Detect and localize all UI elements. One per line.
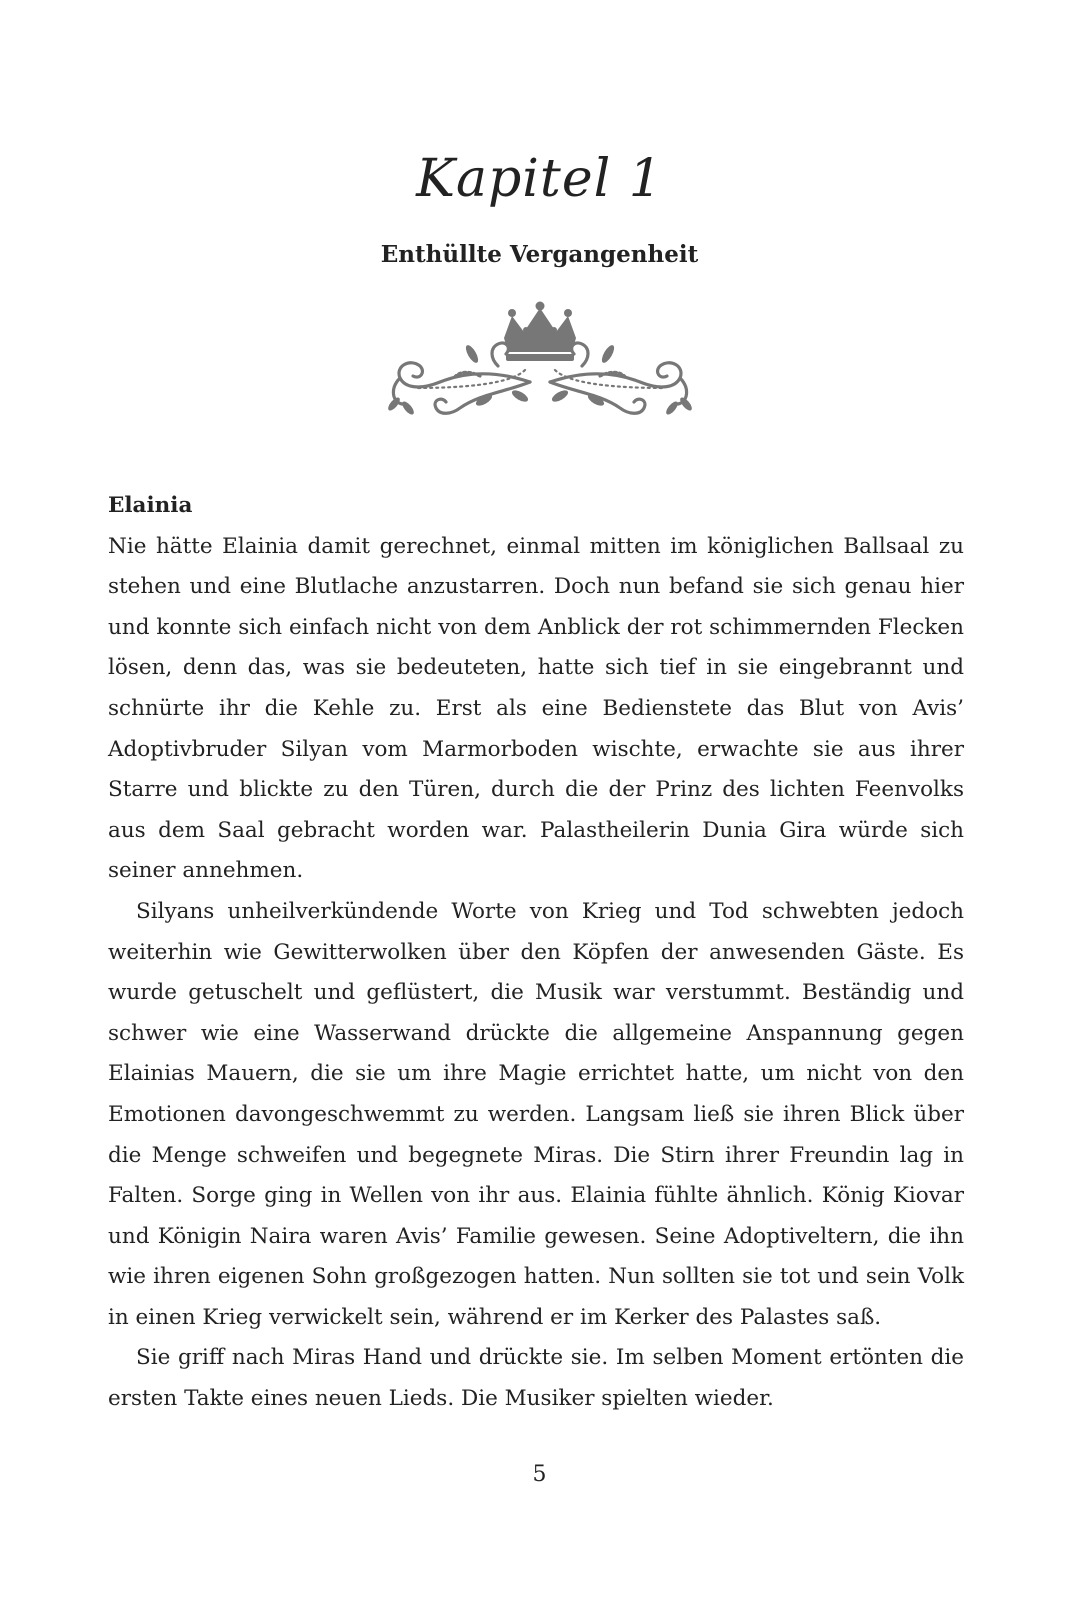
crown-flourish-icon: [380, 300, 700, 430]
chapter-title: Kapitel 1: [416, 148, 663, 209]
left-flourish-icon: [393, 343, 530, 413]
crown-icon: [504, 302, 576, 362]
paragraph: Sie griff nach Miras Hand und drückte sie. Im selben Moment ertönten die ersten Takte eines neuen Lieds. Die Musiker spielten wieder.: [108, 1345, 964, 1412]
section-heading: Elainia: [108, 493, 193, 518]
right-flourish-icon: [550, 343, 694, 416]
paragraph: Nie hätte Elainia damit gerechnet, einmal mitten im königlichen Ballsaal zu stehen und eine Blutlache anzustarren. Doch nun befand sie sich genau hier und konnte sich einfach nicht von dem Anblick der rot schimmernden Flecken lösen, denn das, was sie bedeuteten, hatte sich tief in sie eingebrannt und schnürte ihr die Kehle zu. Erst als eine Bedienstete das Blut von Avis’ Adoptivbruder Silyan vom Marmorboden wischte, erwachte sie aus ihrer Starre und blickte zu den Türen, durch die der Prinz des lichten Feenvolks aus dem Saal gebracht worden war. Palastheilerin Dunia Gira würde sich seiner annehmen.: [108, 533, 964, 884]
page-number: 5: [532, 1462, 547, 1487]
paragraph: Silyans unheilverkündende Worte von Krieg und Tod schwebten jedoch weiterhin wie Gewitterwolken über den Köpfen der anwesenden Gäste. Es wurde getuschelt und geflüstert, die Musik war verstummt. Beständig und schwer wie eine Wasserwand drückte die allgemeine Anspannung gegen Elainias Mauern, die sie um ihre Magie errichtet hatte, um nicht von den Emotionen davongeschwemmt zu werden. Langsam ließ sie ihren Blick über die Menge schweifen und begegnete Miras. Die Stirn ihrer Freundin lag in Falten. Sorge ging in Wellen von ihr aus. Elainia fühlte ähnlich. König Kiovar und Königin Naira waren Avis’ Familie gewesen. Seine Adoptiveltern, die ihn wie ihren eigenen Sohn großgezogen hatten. Nun sollten sie tot und sein Volk in einen Krieg verwickelt sein, während er im Kerker des Palastes saß.: [108, 898, 964, 1330]
chapter-body: [108, 486, 964, 1420]
chapter-subtitle: Enthüllte Vergangenheit: [380, 241, 699, 269]
